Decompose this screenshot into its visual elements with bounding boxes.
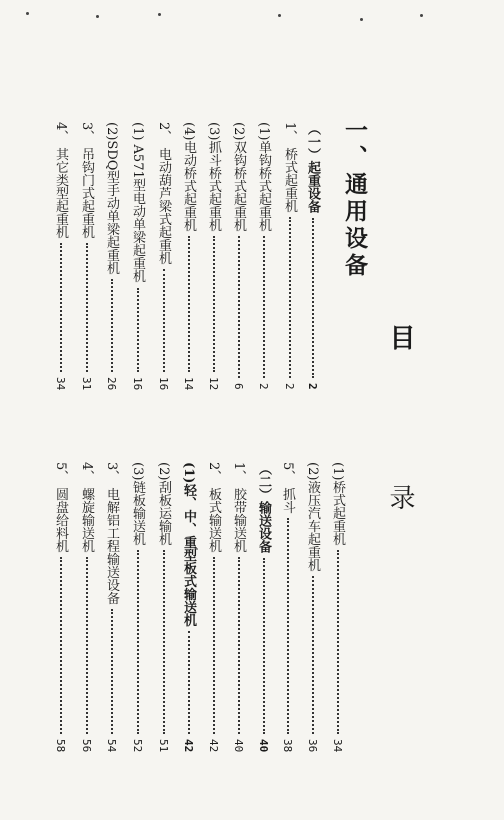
toc-right-entry-page: 51 xyxy=(157,738,170,752)
dot-leader xyxy=(287,518,289,733)
toc-left-entry xyxy=(157,122,170,390)
toc-left-entry xyxy=(182,122,195,390)
dot-leader xyxy=(188,631,190,733)
dot-leader xyxy=(289,217,291,378)
scan-speck xyxy=(360,18,363,21)
toc-left-entry-label: (1) A571型电动单梁起重机 xyxy=(130,122,145,283)
toc-left-entry-label: (2)SDQ型手动单梁起重机 xyxy=(104,122,119,275)
toc-right-entry-page: 42 xyxy=(207,738,220,752)
toc-left-entry-page: 12 xyxy=(207,376,220,390)
toc-left-entry-label: (2)双钩桥式起重机 xyxy=(231,122,246,232)
toc-right-entry-page: 40 xyxy=(257,738,270,752)
toc-left-entry-page: 2 xyxy=(306,383,319,390)
toc-left-entry xyxy=(80,122,93,390)
dot-leader xyxy=(213,236,215,371)
toc-left-entry xyxy=(257,122,270,390)
toc-left-entry-page: 31 xyxy=(80,376,93,390)
toc-right-entry xyxy=(80,462,93,752)
dot-leader xyxy=(60,243,62,371)
toc-left-entry-page: 2 xyxy=(257,383,270,390)
dot-leader xyxy=(60,557,62,733)
toc-left-entry xyxy=(207,122,220,390)
scan-speck xyxy=(158,13,161,16)
dot-leader xyxy=(188,236,190,371)
toc-left-entry-page: 6 xyxy=(232,383,245,390)
toc-right-entry-page: 40 xyxy=(232,738,245,752)
dot-leader xyxy=(137,550,139,733)
toc-left-entry-page: 26 xyxy=(105,376,118,390)
toc-right-entry-label: 3、 电解铝工程输送设备 xyxy=(104,462,119,605)
toc-right-entry-label: (1)轻、中、重型板式输送机 xyxy=(181,462,196,627)
scan-speck xyxy=(278,14,281,17)
toc-right-entry xyxy=(131,462,144,752)
toc-left-entry-label: (1)单钩桥式起重机 xyxy=(256,122,271,232)
dot-leader xyxy=(163,550,165,733)
dot-leader xyxy=(238,557,240,733)
toc-right-entry-page: 36 xyxy=(306,738,319,752)
dot-leader xyxy=(337,550,339,733)
toc-right-entry-label: 1、 胶带输送机 xyxy=(231,462,246,553)
dot-leader xyxy=(163,269,165,371)
toc-left-entry-label: (3)抓斗桥式起重机 xyxy=(206,122,221,232)
dot-leader xyxy=(86,557,88,733)
dot-leader xyxy=(263,558,265,734)
dot-leader xyxy=(238,236,240,378)
toc-right-entry-page: 52 xyxy=(131,738,144,752)
dot-leader xyxy=(213,557,215,733)
toc-right-entry-page: 38 xyxy=(281,738,294,752)
page-title-left: 目 xyxy=(385,324,415,354)
toc-left-entry-label: 2、 电动葫芦梁式起重机 xyxy=(156,122,171,265)
toc-right-entry-page: 54 xyxy=(105,738,118,752)
toc-left-entry-label: 3、 吊钩门式起重机 xyxy=(79,122,94,239)
dot-leader xyxy=(312,218,314,378)
toc-right-entry xyxy=(306,462,319,752)
toc-right-entry xyxy=(257,462,270,752)
toc-left-entry xyxy=(306,122,319,390)
page-title-right: 录 xyxy=(385,484,415,514)
toc-right-entry xyxy=(207,462,220,752)
scan-speck xyxy=(196,548,198,550)
toc-right-entry xyxy=(182,462,195,752)
toc-left-entry xyxy=(283,122,296,390)
toc-right-entry xyxy=(281,462,294,752)
toc-right-entry-page: 58 xyxy=(54,738,67,752)
toc-left-entry-page: 16 xyxy=(157,376,170,390)
toc-right-entry-label: (2)刮板运输机 xyxy=(156,462,171,546)
dot-leader xyxy=(86,243,88,371)
toc-right-entry-label: (1)桥式起重机 xyxy=(330,462,345,546)
toc-left-entry-page: 16 xyxy=(131,376,144,390)
toc-right-entry-label: （二）输送设备 xyxy=(256,462,271,553)
scan-speck xyxy=(420,14,423,17)
toc-right-entry xyxy=(157,462,170,752)
toc-left-entry xyxy=(105,122,118,390)
toc-right-entry-page: 42 xyxy=(182,738,195,752)
toc-left-entry-page: 34 xyxy=(54,376,67,390)
dot-leader xyxy=(111,279,113,371)
toc-right-entry-label: 4、 螺旋输送机 xyxy=(79,462,94,553)
toc-left-entry-label: (4)电动桥式起重机 xyxy=(181,122,196,232)
dot-leader xyxy=(263,236,265,378)
toc-right-entry-page: 34 xyxy=(331,738,344,752)
toc-right-entry xyxy=(331,462,344,752)
dot-leader xyxy=(111,609,113,733)
scan-speck xyxy=(96,15,99,18)
toc-left-entry-page: 14 xyxy=(182,376,195,390)
dot-leader xyxy=(137,288,139,372)
toc-left-entry xyxy=(131,122,144,390)
toc-left-entry xyxy=(232,122,245,390)
toc-right-entry-label: 5、 抓斗 xyxy=(280,462,295,514)
section-title: 一、通用设备 xyxy=(341,118,368,280)
dot-leader xyxy=(312,576,314,733)
toc-left-entry-label: （一）起重设备 xyxy=(305,122,320,213)
toc-left-entry xyxy=(54,122,67,390)
toc-right-entry-label: 5、 圆盘给料机 xyxy=(53,462,68,553)
toc-left-entry-page: 2 xyxy=(283,383,296,390)
toc-right-entry xyxy=(105,462,118,752)
toc-right-entry-page: 56 xyxy=(80,738,93,752)
toc-right-entry xyxy=(54,462,67,752)
toc-left-entry-label: 1、 桥式起重机 xyxy=(282,122,297,213)
toc-right-entry-label: 2、 板式输送机 xyxy=(206,462,221,553)
toc-right-entry-label: (2)液压汽车起重机 xyxy=(305,462,320,572)
toc-left-entry-label: 4、 其它类型起重机 xyxy=(53,122,68,239)
toc-right-entry xyxy=(232,462,245,752)
scan-speck xyxy=(26,12,29,15)
toc-right-entry-label: (3)链板输送机 xyxy=(130,462,145,546)
